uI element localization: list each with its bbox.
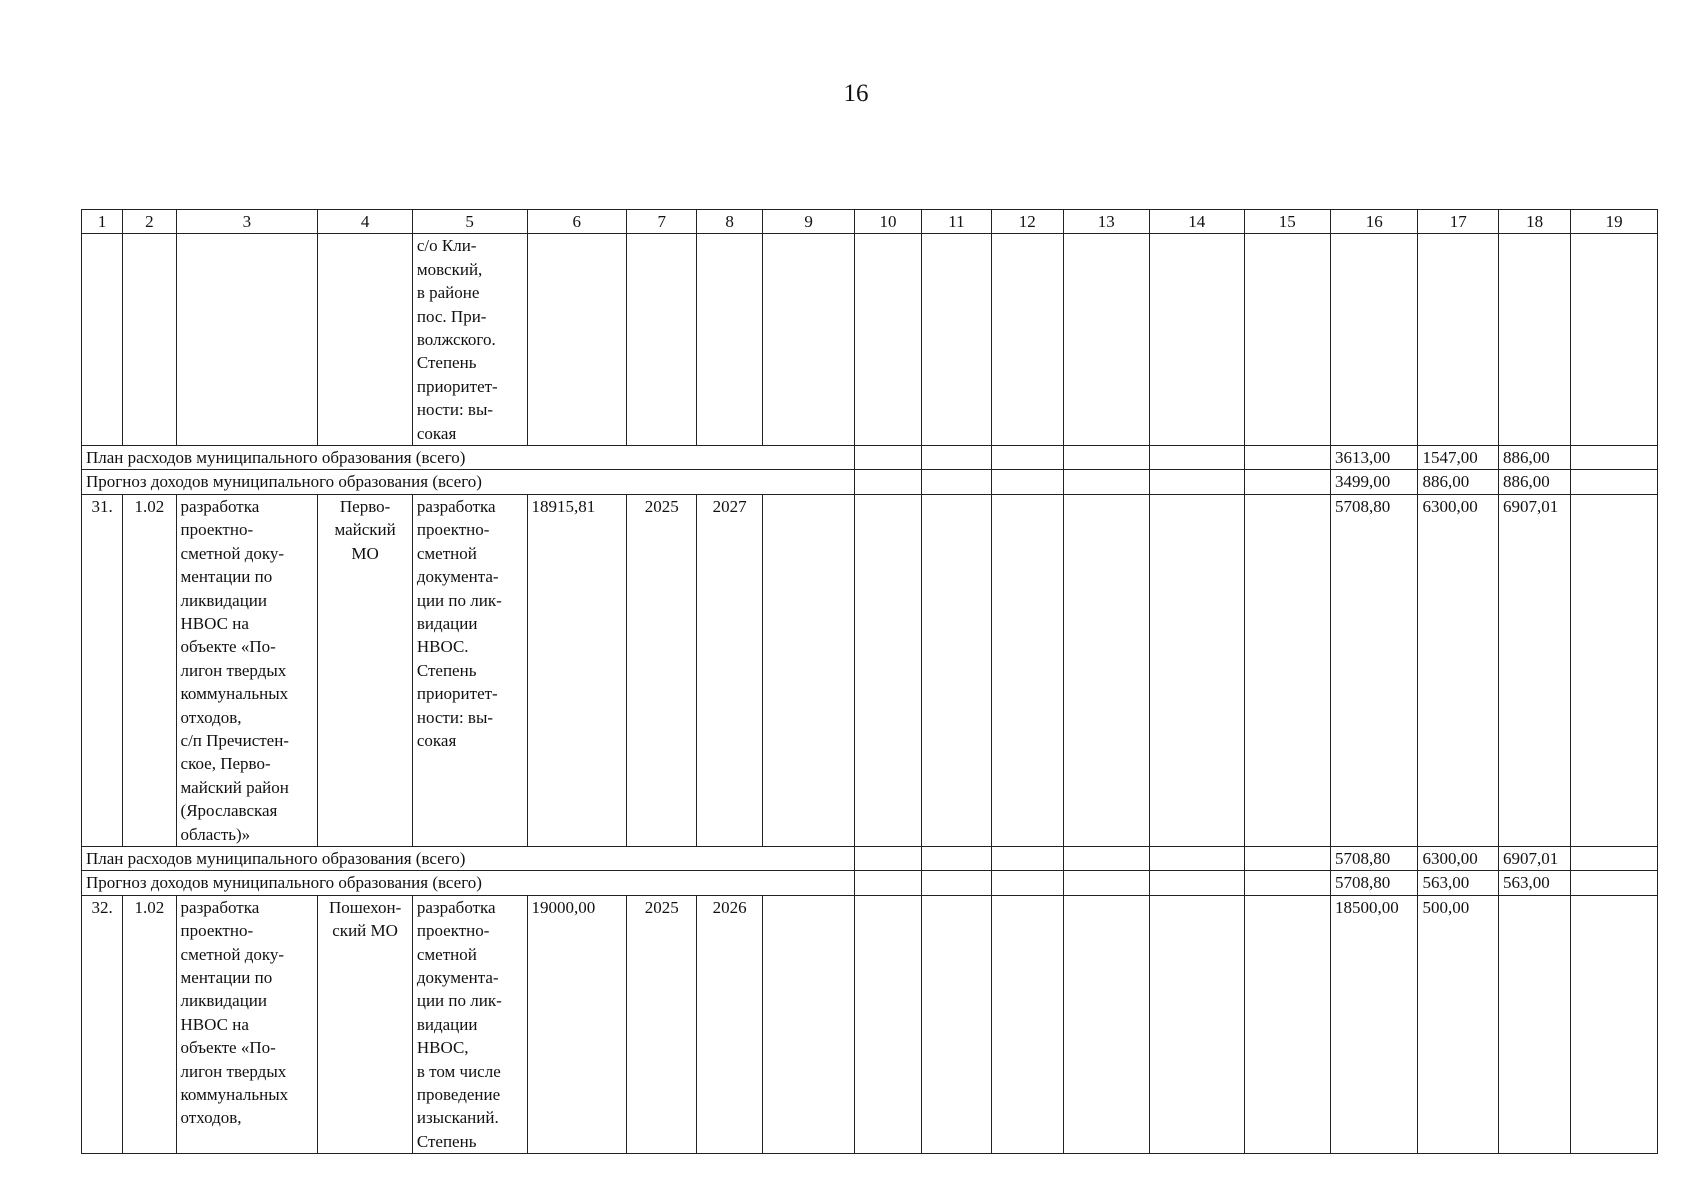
column-number: 13 <box>1063 210 1149 234</box>
table-cell <box>921 234 991 446</box>
amount-col17: 563,00 <box>1418 871 1498 895</box>
total-cost: 18915,81 <box>527 494 627 846</box>
continued-row <box>82 234 1658 446</box>
municipality: Пошехон- ский МО <box>318 895 413 1153</box>
program-table <box>81 209 1658 1154</box>
table-row-32 <box>82 895 1658 1153</box>
table-cell <box>1063 234 1149 446</box>
table-cell <box>855 234 921 446</box>
table-cell <box>762 234 855 446</box>
table-cell <box>1149 234 1244 446</box>
amount-col18: 886,00 <box>1498 446 1570 470</box>
column-number: 14 <box>1149 210 1244 234</box>
column-number-row <box>82 210 1658 234</box>
table-cell <box>1571 234 1658 446</box>
column-number: 7 <box>627 210 697 234</box>
row-number: 31. <box>82 494 123 846</box>
column-number: 16 <box>1331 210 1418 234</box>
table-cell <box>318 234 413 446</box>
forecast-income-label: Прогноз доходов муниципального образования (всего) <box>82 470 855 494</box>
column-number: 18 <box>1498 210 1570 234</box>
table-cell <box>527 234 627 446</box>
column-number: 4 <box>318 210 413 234</box>
forecast-income-row <box>82 470 1658 494</box>
object-name: разработка проектно- сметной доку- ментации по ликвидации НВОС на объекте «По- лигон твердых коммунальных отходов, с/п Пречистен- ское, Перво- майский район (Ярославская область)» <box>176 494 318 846</box>
table-cell <box>1331 234 1418 446</box>
column-number: 11 <box>921 210 991 234</box>
table-cell <box>627 234 697 446</box>
forecast-income-row <box>82 871 1658 895</box>
column-number: 6 <box>527 210 627 234</box>
object-name: разработка проектно- сметной доку- ментации по ликвидации НВОС на объекте «По- лигон твердых коммунальных отходов, <box>176 895 318 1153</box>
measure-description: с/о Кли- мовский, в районе пос. При- волжского. Степень приоритет- ности: вы- сокая <box>412 234 527 446</box>
table-cell <box>1418 234 1498 446</box>
measure-description: разработка проектно- сметной документа- ции по лик- видации НВОС. Степень приоритет- ности: вы- сокая <box>412 494 527 846</box>
column-number: 12 <box>992 210 1063 234</box>
table-cell <box>176 234 318 446</box>
column-number: 8 <box>697 210 762 234</box>
amount-col16: 18500,00 <box>1331 895 1418 1153</box>
section-code: 1.02 <box>123 494 176 846</box>
plan-expenses-label: План расходов муниципального образования (всего) <box>82 846 855 870</box>
amount-col18: 6907,01 <box>1498 494 1570 846</box>
table-cell <box>82 234 123 446</box>
amount-col16: 3613,00 <box>1331 446 1418 470</box>
plan-expenses-label: План расходов муниципального образования (всего) <box>82 446 855 470</box>
column-number: 9 <box>762 210 855 234</box>
amount-col17: 6300,00 <box>1418 846 1498 870</box>
start-year: 2025 <box>627 494 697 846</box>
amount-col17: 6300,00 <box>1418 494 1498 846</box>
amount-col18: 563,00 <box>1498 871 1570 895</box>
amount-col17: 1547,00 <box>1418 446 1498 470</box>
end-year: 2027 <box>697 494 762 846</box>
section-code: 1.02 <box>123 895 176 1153</box>
plan-expenses-row <box>82 846 1658 870</box>
amount-col16: 5708,80 <box>1331 846 1418 870</box>
column-number: 15 <box>1244 210 1330 234</box>
table-row-31 <box>82 494 1658 846</box>
amount-col16: 5708,80 <box>1331 494 1418 846</box>
column-number: 17 <box>1418 210 1498 234</box>
table-cell <box>697 234 762 446</box>
column-number: 5 <box>412 210 527 234</box>
page-number: 16 <box>843 80 869 107</box>
amount-col18: 6907,01 <box>1498 846 1570 870</box>
municipality: Перво- майский МО <box>318 494 413 846</box>
row-number: 32. <box>82 895 123 1153</box>
end-year: 2026 <box>697 895 762 1153</box>
table-cell <box>1498 234 1570 446</box>
column-number: 3 <box>176 210 318 234</box>
start-year: 2025 <box>627 895 697 1153</box>
amount-col18: 886,00 <box>1498 470 1570 494</box>
column-number: 1 <box>82 210 123 234</box>
table-cell <box>992 234 1063 446</box>
column-number: 2 <box>123 210 176 234</box>
plan-expenses-row <box>82 446 1658 470</box>
amount-col17: 886,00 <box>1418 470 1498 494</box>
column-number: 19 <box>1571 210 1658 234</box>
measure-description: разработка проектно- сметной документа- ции по лик- видации НВОС, в том числе проведение изысканий. Степень <box>412 895 527 1153</box>
table-cell <box>123 234 176 446</box>
amount-col16: 5708,80 <box>1331 871 1418 895</box>
total-cost: 19000,00 <box>527 895 627 1153</box>
amount-col17: 500,00 <box>1418 895 1498 1153</box>
forecast-income-label: Прогноз доходов муниципального образования (всего) <box>82 871 855 895</box>
column-number: 10 <box>855 210 921 234</box>
table-cell <box>1244 234 1330 446</box>
amount-col16: 3499,00 <box>1331 470 1418 494</box>
